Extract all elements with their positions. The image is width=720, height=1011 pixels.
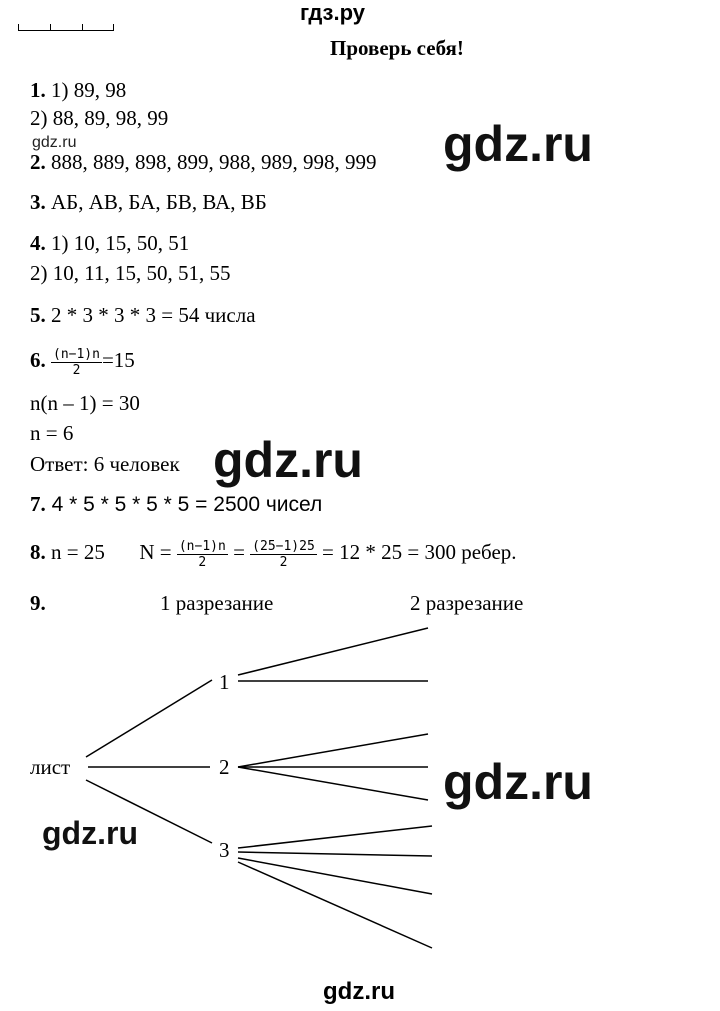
task-8-fraction-2: $\frac{(25-1)25}{2}$ <box>252 538 315 570</box>
watermark-big-3: gdz.ru <box>443 754 593 810</box>
edge-3-d <box>238 862 432 948</box>
task-4-line-1: 4. 1) 10, 15, 50, 51 <box>30 231 190 255</box>
task-9-column-1: 1 разрезание <box>160 591 274 615</box>
watermark-footer: gdz.ru <box>323 978 395 1005</box>
task-6-line-1: 6. $\frac{(n-1)n}{2}$ =15 <box>30 346 135 378</box>
task-9-column-2: 2 разрезание <box>410 591 524 615</box>
page-title: Проверь себя! <box>330 36 464 60</box>
task-6-answer: Ответ: 6 человек <box>30 452 180 476</box>
edge-3-b <box>238 852 432 856</box>
task-6-line-3: n = 6 <box>30 421 74 445</box>
watermark-small: gdz.ru <box>32 134 77 151</box>
tree-node-1: 1 <box>219 670 230 694</box>
task-4-line-2: 2) 10, 11, 15, 50, 51, 55 <box>30 261 231 285</box>
task-3: 3. АБ, АВ, БА, БВ, ВА, ВБ <box>30 190 267 214</box>
task-5: 5. 2 * 3 * 3 * 3 = 54 числа <box>30 303 256 327</box>
tree-root-label: лист <box>30 755 71 779</box>
edge-2-c <box>238 767 428 800</box>
edge-root-1 <box>86 680 212 757</box>
task-9-number: 9. <box>30 591 46 615</box>
task-1-line-1: 1. 1) 89, 98 <box>30 78 127 102</box>
watermark-big-1: gdz.ru <box>443 116 593 172</box>
task-2: 2. 888, 889, 898, 899, 988, 989, 998, 999 <box>30 150 377 174</box>
edge-3-a <box>238 826 432 848</box>
task-7: 7. 4 * 5 * 5 * 5 * 5 = 2500 чисел <box>30 492 323 516</box>
site-header: гдз.ру <box>300 0 365 25</box>
edge-2-a <box>238 734 428 767</box>
tree-node-2: 2 <box>219 755 230 779</box>
watermark-big-2: gdz.ru <box>213 432 363 488</box>
task-8-fraction-1: $\frac{(n-1)n}{2}$ <box>178 538 226 570</box>
edge-1-a <box>238 628 428 675</box>
task-6-line-2: n(n – 1) = 30 <box>30 391 140 415</box>
watermark-mid-1: gdz.ru <box>42 815 138 851</box>
edge-3-c <box>238 858 432 894</box>
task-1-line-2: 2) 88, 89, 98, 99 <box>30 106 169 130</box>
tree-node-3: 3 <box>219 838 230 862</box>
task-8: 8. n = 25 N = $\frac{(n-1)n}{2}$ = $\frac{(25-1)25}{2}$ = 12 * 25 = 300 ребер. <box>30 538 517 570</box>
task-6-fraction: $\frac{(n-1)n}{2}$ <box>53 346 100 378</box>
